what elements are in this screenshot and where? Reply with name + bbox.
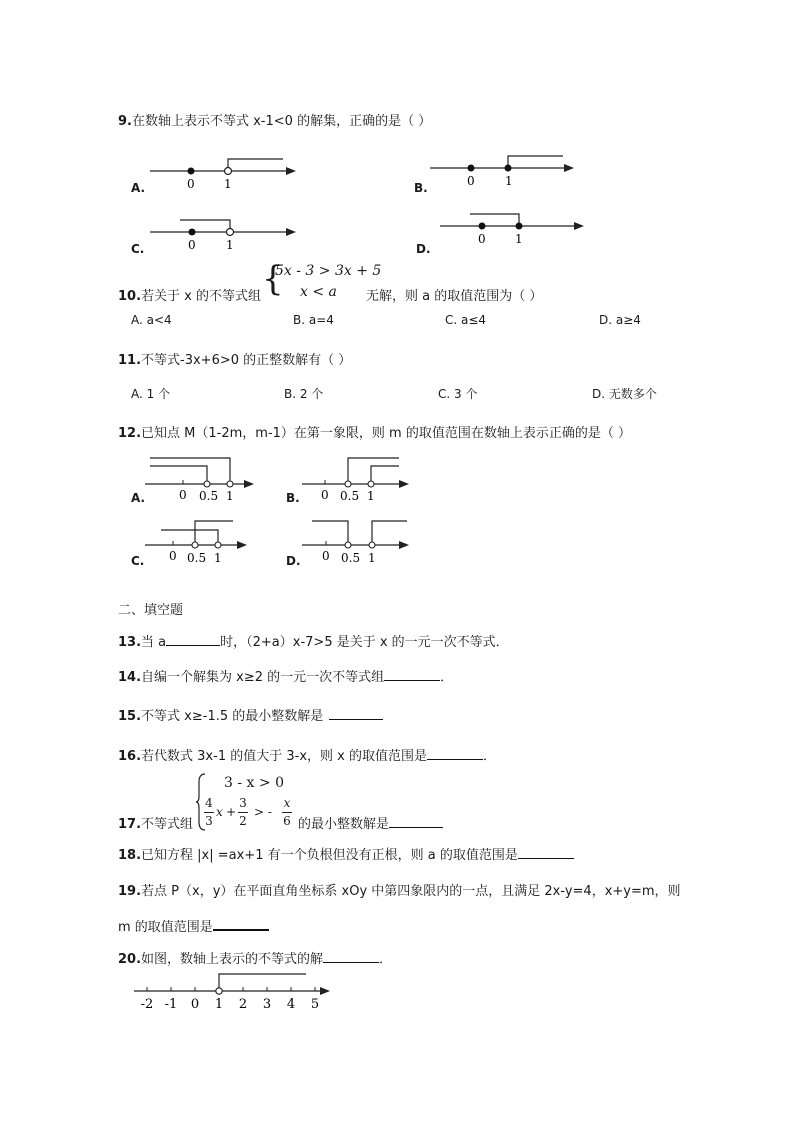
q12c-tick-0: 0 [169, 549, 177, 563]
q20-text-after: ． [379, 952, 393, 967]
q12-option-a-label[interactable]: A. [131, 491, 146, 505]
q13-text-before: 当 a [141, 635, 167, 650]
q13-text-after: 时，（2+a）x-7>5 是关于 x 的一元一次不等式． [220, 635, 509, 650]
q9-option-a-numberline[interactable] [150, 150, 300, 192]
q12-option-d-label[interactable]: D. [286, 554, 301, 568]
q17-plus: + [226, 805, 237, 819]
q9-option-d-label[interactable]: D. [416, 242, 431, 256]
q11-option-d[interactable]: D. 无数多个 [592, 387, 657, 401]
q15-number: 15. [118, 709, 142, 724]
q17-line1: 3 - x > 0 [224, 775, 284, 791]
q9d-tick-0: 0 [478, 232, 486, 246]
q16-number: 16. [118, 749, 142, 764]
q9-option-b-label[interactable]: B. [414, 181, 428, 195]
q12-option-a-numberline[interactable] [145, 452, 260, 504]
q9a-solid-point [188, 168, 195, 175]
q9-option-b-numberline[interactable] [430, 148, 580, 190]
q9-text: 在数轴上表示不等式 x-1<0 的解集，正确的是（ ） [131, 114, 432, 129]
q20-tick-label: 2 [238, 997, 248, 1012]
q17-frac1-num: 4 [205, 796, 213, 810]
q12a-tick-1: 1 [226, 489, 234, 503]
q16-text-before: 若代数式 3x-1 的值大于 3-x，则 x 的取值范围是 [141, 749, 427, 764]
q18-text-before: 已知方程 |x| =ax+1 有一个负根但没有正根，则 a 的取值范围是 [141, 848, 518, 863]
q19-text-line1: 若点 P（x，y）在平面直角坐标系 xOy 中第四象限内的一点，且满足 2x-y=4，x+y=m，则 [141, 884, 681, 899]
q20-open-point [216, 988, 222, 994]
q12-option-b-numberline[interactable] [302, 452, 417, 504]
q18-answer-blank[interactable] [518, 846, 574, 859]
q12-number: 12. [118, 426, 142, 441]
q12d-tick-1: 1 [368, 551, 376, 565]
q9-option-c-label[interactable]: C. [131, 242, 145, 256]
q12a-tick-0: 0 [179, 488, 187, 502]
q16-answer-blank[interactable] [427, 747, 483, 760]
q12b-tick-1: 1 [367, 489, 375, 503]
q10-text-after: 无解，则 a 的取值范围为（ ） [366, 289, 543, 304]
q19-answer-blank[interactable] [213, 917, 269, 931]
q9b-solid-point-1 [505, 165, 512, 172]
q18-number: 18. [118, 848, 142, 863]
q11-number: 11. [118, 353, 142, 368]
q10-number: 10. [118, 289, 142, 304]
section-title-fill-in: 二、填空题 [118, 603, 184, 618]
q13-number: 13. [118, 635, 142, 650]
q12-stem [118, 422, 631, 441]
q9-number: 9. [118, 114, 132, 129]
q20-tick-label: 5 [310, 997, 320, 1012]
q18-stem [118, 844, 574, 863]
q9d-solid-point-1 [516, 223, 523, 230]
q12c-tick-05: 0.5 [187, 551, 207, 565]
q17-frac3-bar [282, 812, 292, 813]
q11-stem [118, 349, 351, 368]
q12d-open-point-1 [369, 542, 375, 548]
q10-option-c[interactable]: C. a≤4 [445, 313, 487, 327]
q20-tick-label: 1 [214, 997, 224, 1012]
q17-frac1-bar [204, 812, 214, 813]
q12b-open-point-05 [345, 481, 351, 487]
q9a-tick-1: 1 [224, 177, 232, 191]
q17-frac2-bar [238, 812, 248, 813]
q19-number: 19. [118, 884, 142, 899]
q12c-open-point-1 [215, 542, 221, 548]
q12b-tick-05: 0.5 [340, 489, 360, 503]
q19-stem-line2 [118, 916, 269, 935]
q15-answer-blank[interactable] [329, 707, 383, 720]
q12b-tick-0: 0 [321, 488, 329, 502]
q11-option-c[interactable]: C. 3 个 [438, 387, 478, 401]
q17-line2 [204, 796, 299, 832]
q12d-tick-05: 0.5 [341, 551, 361, 565]
q20-tick-label: -1 [164, 997, 178, 1012]
q14-number: 14. [118, 670, 142, 685]
q9c-tick-0: 0 [188, 238, 196, 252]
q10-brace: { [262, 259, 284, 299]
q20-tick-label: 4 [286, 997, 296, 1012]
q17-stem-after [298, 813, 443, 832]
q17-frac1-den: 3 [205, 814, 213, 828]
q13-answer-blank[interactable] [166, 633, 220, 646]
q20-numberline [128, 964, 338, 1012]
q17-text-after: 的最小整数解是 [298, 817, 390, 832]
q11-option-a[interactable]: A. 1 个 [131, 387, 171, 401]
q9-option-c-numberline[interactable] [150, 210, 300, 252]
q9d-tick-1: 1 [515, 232, 523, 246]
q17-answer-blank[interactable] [389, 815, 443, 828]
q9-stem [118, 110, 431, 129]
q17-gt-minus: > - [254, 805, 272, 819]
q12-option-d-numberline[interactable] [302, 514, 417, 568]
q9c-tick-1: 1 [226, 238, 234, 252]
q9b-solid-point [468, 165, 475, 172]
q17-frac2-num: 3 [239, 796, 247, 810]
q12-option-c-numberline[interactable] [145, 514, 260, 568]
q9d-solid-point [479, 223, 486, 230]
q10-option-a[interactable]: A. a<4 [131, 313, 172, 327]
q12a-open-point-05 [204, 481, 210, 487]
q17-frac3-num: x [283, 796, 291, 810]
q16-stem [118, 745, 496, 764]
q17-frac3-den: 6 [283, 814, 291, 828]
q17-frac2-den: 2 [239, 814, 247, 828]
q9-option-a-label[interactable]: A. [131, 181, 146, 195]
q20-tick-label: -2 [140, 997, 154, 1012]
q20-tick-label: 0 [190, 997, 200, 1012]
q20-number: 20. [118, 952, 142, 967]
q9a-open-point [225, 168, 232, 175]
q13-stem [118, 631, 509, 650]
q19-text-line2: m 的取值范围是 [118, 920, 213, 935]
q19-stem-line1 [118, 880, 681, 899]
q20-answer-blank[interactable] [323, 950, 379, 963]
q12-option-b-label[interactable]: B. [286, 491, 300, 505]
q20-tick-label: 3 [262, 997, 272, 1012]
q12c-open-point-05 [192, 542, 198, 548]
q12a-tick-05: 0.5 [199, 489, 219, 503]
q15-text-before: 不等式 x≥-1.5 的最小整数解是 [141, 709, 324, 724]
q11-text: 不等式-3x+6>0 的正整数解有（ ） [141, 353, 352, 368]
q20-text-before: 如图，数轴上表示的不等式的解 [141, 952, 324, 967]
q17-stem-before [118, 813, 193, 832]
q12c-tick-1: 1 [214, 551, 222, 565]
q10-stem-before [118, 285, 261, 304]
q12b-open-point-1 [368, 481, 374, 487]
q9-option-d-numberline[interactable] [440, 207, 590, 249]
q9b-tick-1: 1 [505, 174, 513, 188]
q11-option-b[interactable]: B. 2 个 [284, 387, 324, 401]
q9c-open-point [227, 229, 234, 236]
q10-option-b[interactable]: B. a=4 [293, 313, 334, 327]
q14-text-after: ． [440, 670, 454, 685]
q17-text-before: 不等式组 [141, 817, 194, 832]
q16-text-after: ． [482, 749, 496, 764]
q9c-solid-point [189, 229, 196, 236]
q10-option-d[interactable]: D. a≥4 [599, 313, 641, 327]
q12d-tick-0: 0 [322, 549, 330, 563]
q10-text-before: 若关于 x 的不等式组 [141, 289, 261, 304]
q12-option-c-label[interactable]: C. [131, 554, 145, 568]
q12a-open-point-1 [227, 481, 233, 487]
q9b-tick-0: 0 [467, 174, 475, 188]
q14-stem [118, 666, 453, 685]
q14-answer-blank[interactable] [384, 668, 440, 681]
q17-x1: x [216, 805, 223, 819]
q12-text: 已知点 M（1-2m，m-1）在第一象限，则 m 的取值范围在数轴上表示正确的是（ ） [141, 426, 631, 441]
q10-system-line2: x < a [300, 284, 337, 300]
q15-stem [118, 705, 383, 724]
q14-text-before: 自编一个解集为 x≥2 的一元一次不等式组 [141, 670, 385, 685]
q17-number: 17. [118, 817, 142, 832]
q9a-tick-0: 0 [187, 177, 195, 191]
q10-system-line1: 5x - 3 > 3x + 5 [275, 263, 382, 279]
q12d-open-point-05 [345, 542, 351, 548]
